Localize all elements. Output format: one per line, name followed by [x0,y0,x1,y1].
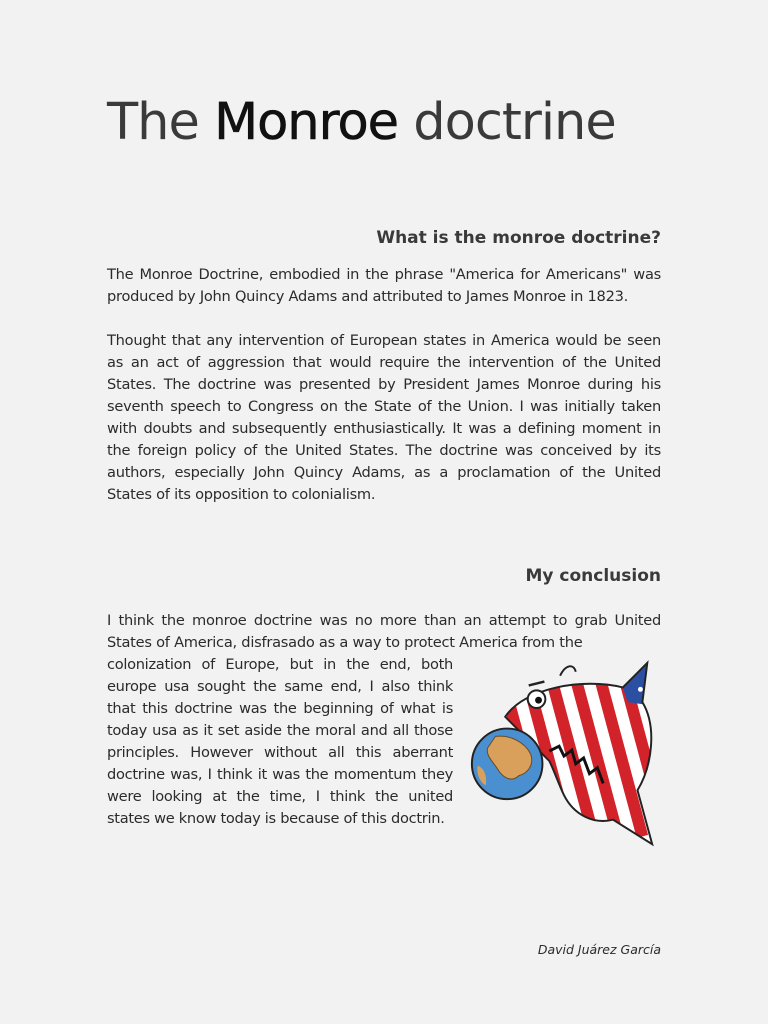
paragraph-conclusion-lead: I think the monroe doctrine was no more than an attempt to grab United States of America, disfrasado as a way to protect America from the [107,612,661,651]
title-emphasis: Monroe [214,93,399,152]
section-heading-what-is: What is the monroe doctrine? [376,228,661,248]
paragraph-intro: The Monroe Doctrine, embodied in the phrase "America for Americans" was produced by John Quincy Adams and attributed to James Monroe in 1823. [107,266,661,305]
shark-globe-illustration [466,658,662,854]
page-title [107,92,616,153]
paragraph-details: Thought that any intervention of European states in America would be seen as an act of aggression that would require the intervention of the United States. The doctrine was presented by President James Monroe during his seventh speech to Congress on the State of the Union. I was initially taken with doubts and subsequently enthusiastically. It was a defining moment in the foreign policy of the United States. The doctrine was conceived by its authors, especially John Quincy Adams, as a proclamation of the United States of its opposition to colonialism. [107,332,661,503]
title-prefix: The [107,93,215,152]
globe-icon [472,729,543,800]
title-suffix: doctrine [398,93,616,152]
section-heading-conclusion: My conclusion [525,566,661,586]
paragraph-conclusion-wrapped: colonization of Europe, but in the end, both europe usa sought the same end, I also think that this doctrine was the beginning of what is today usa as it set aside the moral and all those principles. However without all this aberrant doctrine was, I think it was the momentum they were looking at the time, I think the united states we know today is because of this doctrin. [107,656,453,827]
author-signature: David Juárez García [537,942,661,957]
